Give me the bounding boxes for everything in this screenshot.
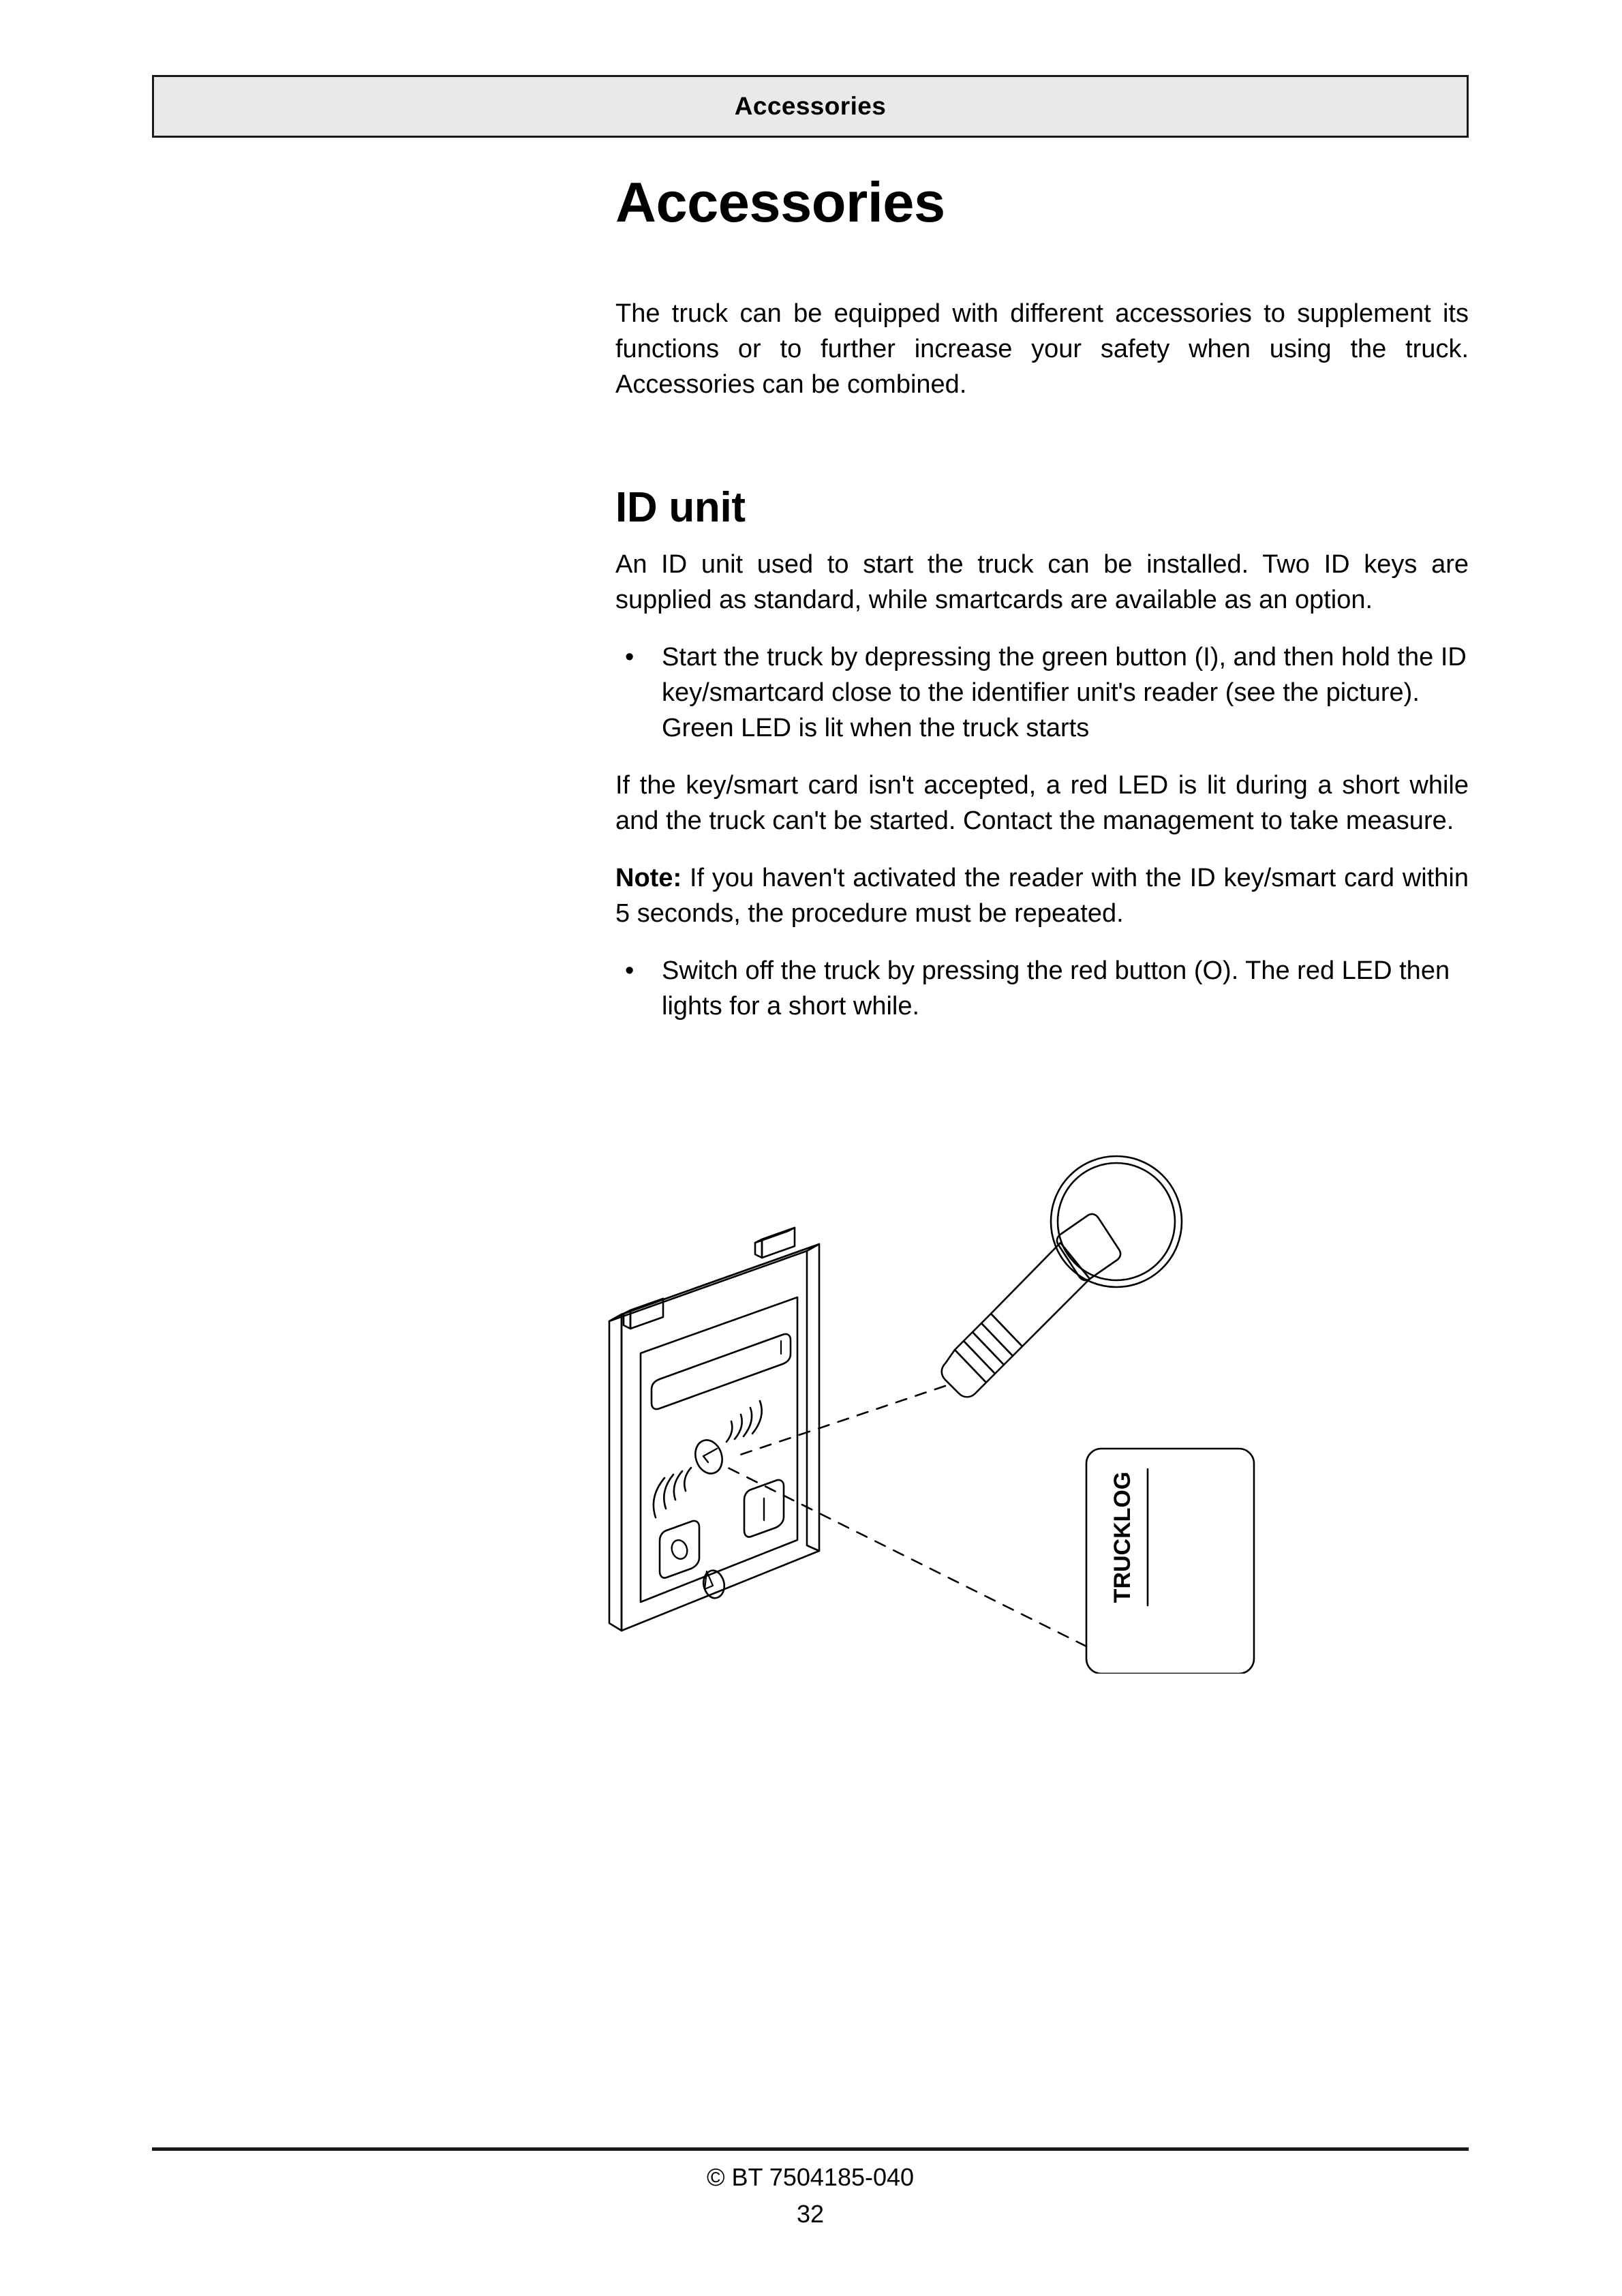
list-item-text: Switch off the truck by pressing the red button (O). The red LED then lights for a short while. xyxy=(662,956,1450,1021)
list-item xyxy=(615,953,1469,1024)
bullet-list-stop xyxy=(615,953,1469,1024)
rfid-reader-target-icon xyxy=(691,1436,726,1477)
bullet-marker-icon: • xyxy=(625,643,634,671)
rfid-wave-left xyxy=(654,1468,691,1517)
note-paragraph xyxy=(615,860,1469,931)
note-text: If you haven't activated the reader with the ID key/smart card within 5 seconds, the procedure must be repeated. xyxy=(615,864,1469,928)
id-key-graphic xyxy=(942,1156,1182,1397)
bullet-marker-icon: • xyxy=(625,956,634,985)
leader-lines xyxy=(724,1386,1086,1646)
page-title: Accessories xyxy=(615,170,945,234)
section-intro-paragraph: An ID unit used to start the truck can be installed. Two ID keys are supplied as standard, while smartcards are available as an option. xyxy=(615,550,1469,614)
rfid-wave-right xyxy=(726,1401,762,1442)
smartcard-brand-label: TRUCKLOG xyxy=(1110,1471,1135,1603)
running-header-title: Accessories xyxy=(734,92,887,120)
footer-copyright: © BT 7504185-040 xyxy=(706,2163,915,2191)
start-button-graphic xyxy=(744,1480,784,1537)
section-spacer xyxy=(615,424,1469,487)
id-unit-illustration xyxy=(600,1128,1322,1674)
footer-divider xyxy=(152,2147,1469,2151)
leader-line-card xyxy=(724,1466,1086,1646)
intro-paragraph: The truck can be equipped with different accessories to supplement its functions or to further increase your safety when using the truck. Accessories can be combined. xyxy=(615,299,1469,399)
stop-button-graphic xyxy=(660,1521,699,1578)
rejected-card-paragraph: If the key/smart card isn't accepted, a red LED is lit during a short while and the truck can't be started. Contact the management to take measure. xyxy=(615,771,1469,835)
footer-page-number: 32 xyxy=(796,2200,825,2228)
smartcard-graphic xyxy=(1086,1449,1254,1674)
leader-line-key xyxy=(736,1386,945,1456)
list-item xyxy=(615,639,1469,746)
list-item-text: Start the truck by depressing the green button (I), and then hold the ID key/smartcard close to the identifier unit's reader (see the picture). Green LED is lit when the truck starts xyxy=(662,643,1467,742)
running-header xyxy=(152,75,1469,138)
page-content xyxy=(615,170,1469,1046)
section-title-id-unit: ID unit xyxy=(615,484,746,531)
bullet-list-start xyxy=(615,639,1469,746)
id-unit-panel-graphic xyxy=(609,1228,819,1631)
note-label: Note: xyxy=(615,864,682,892)
